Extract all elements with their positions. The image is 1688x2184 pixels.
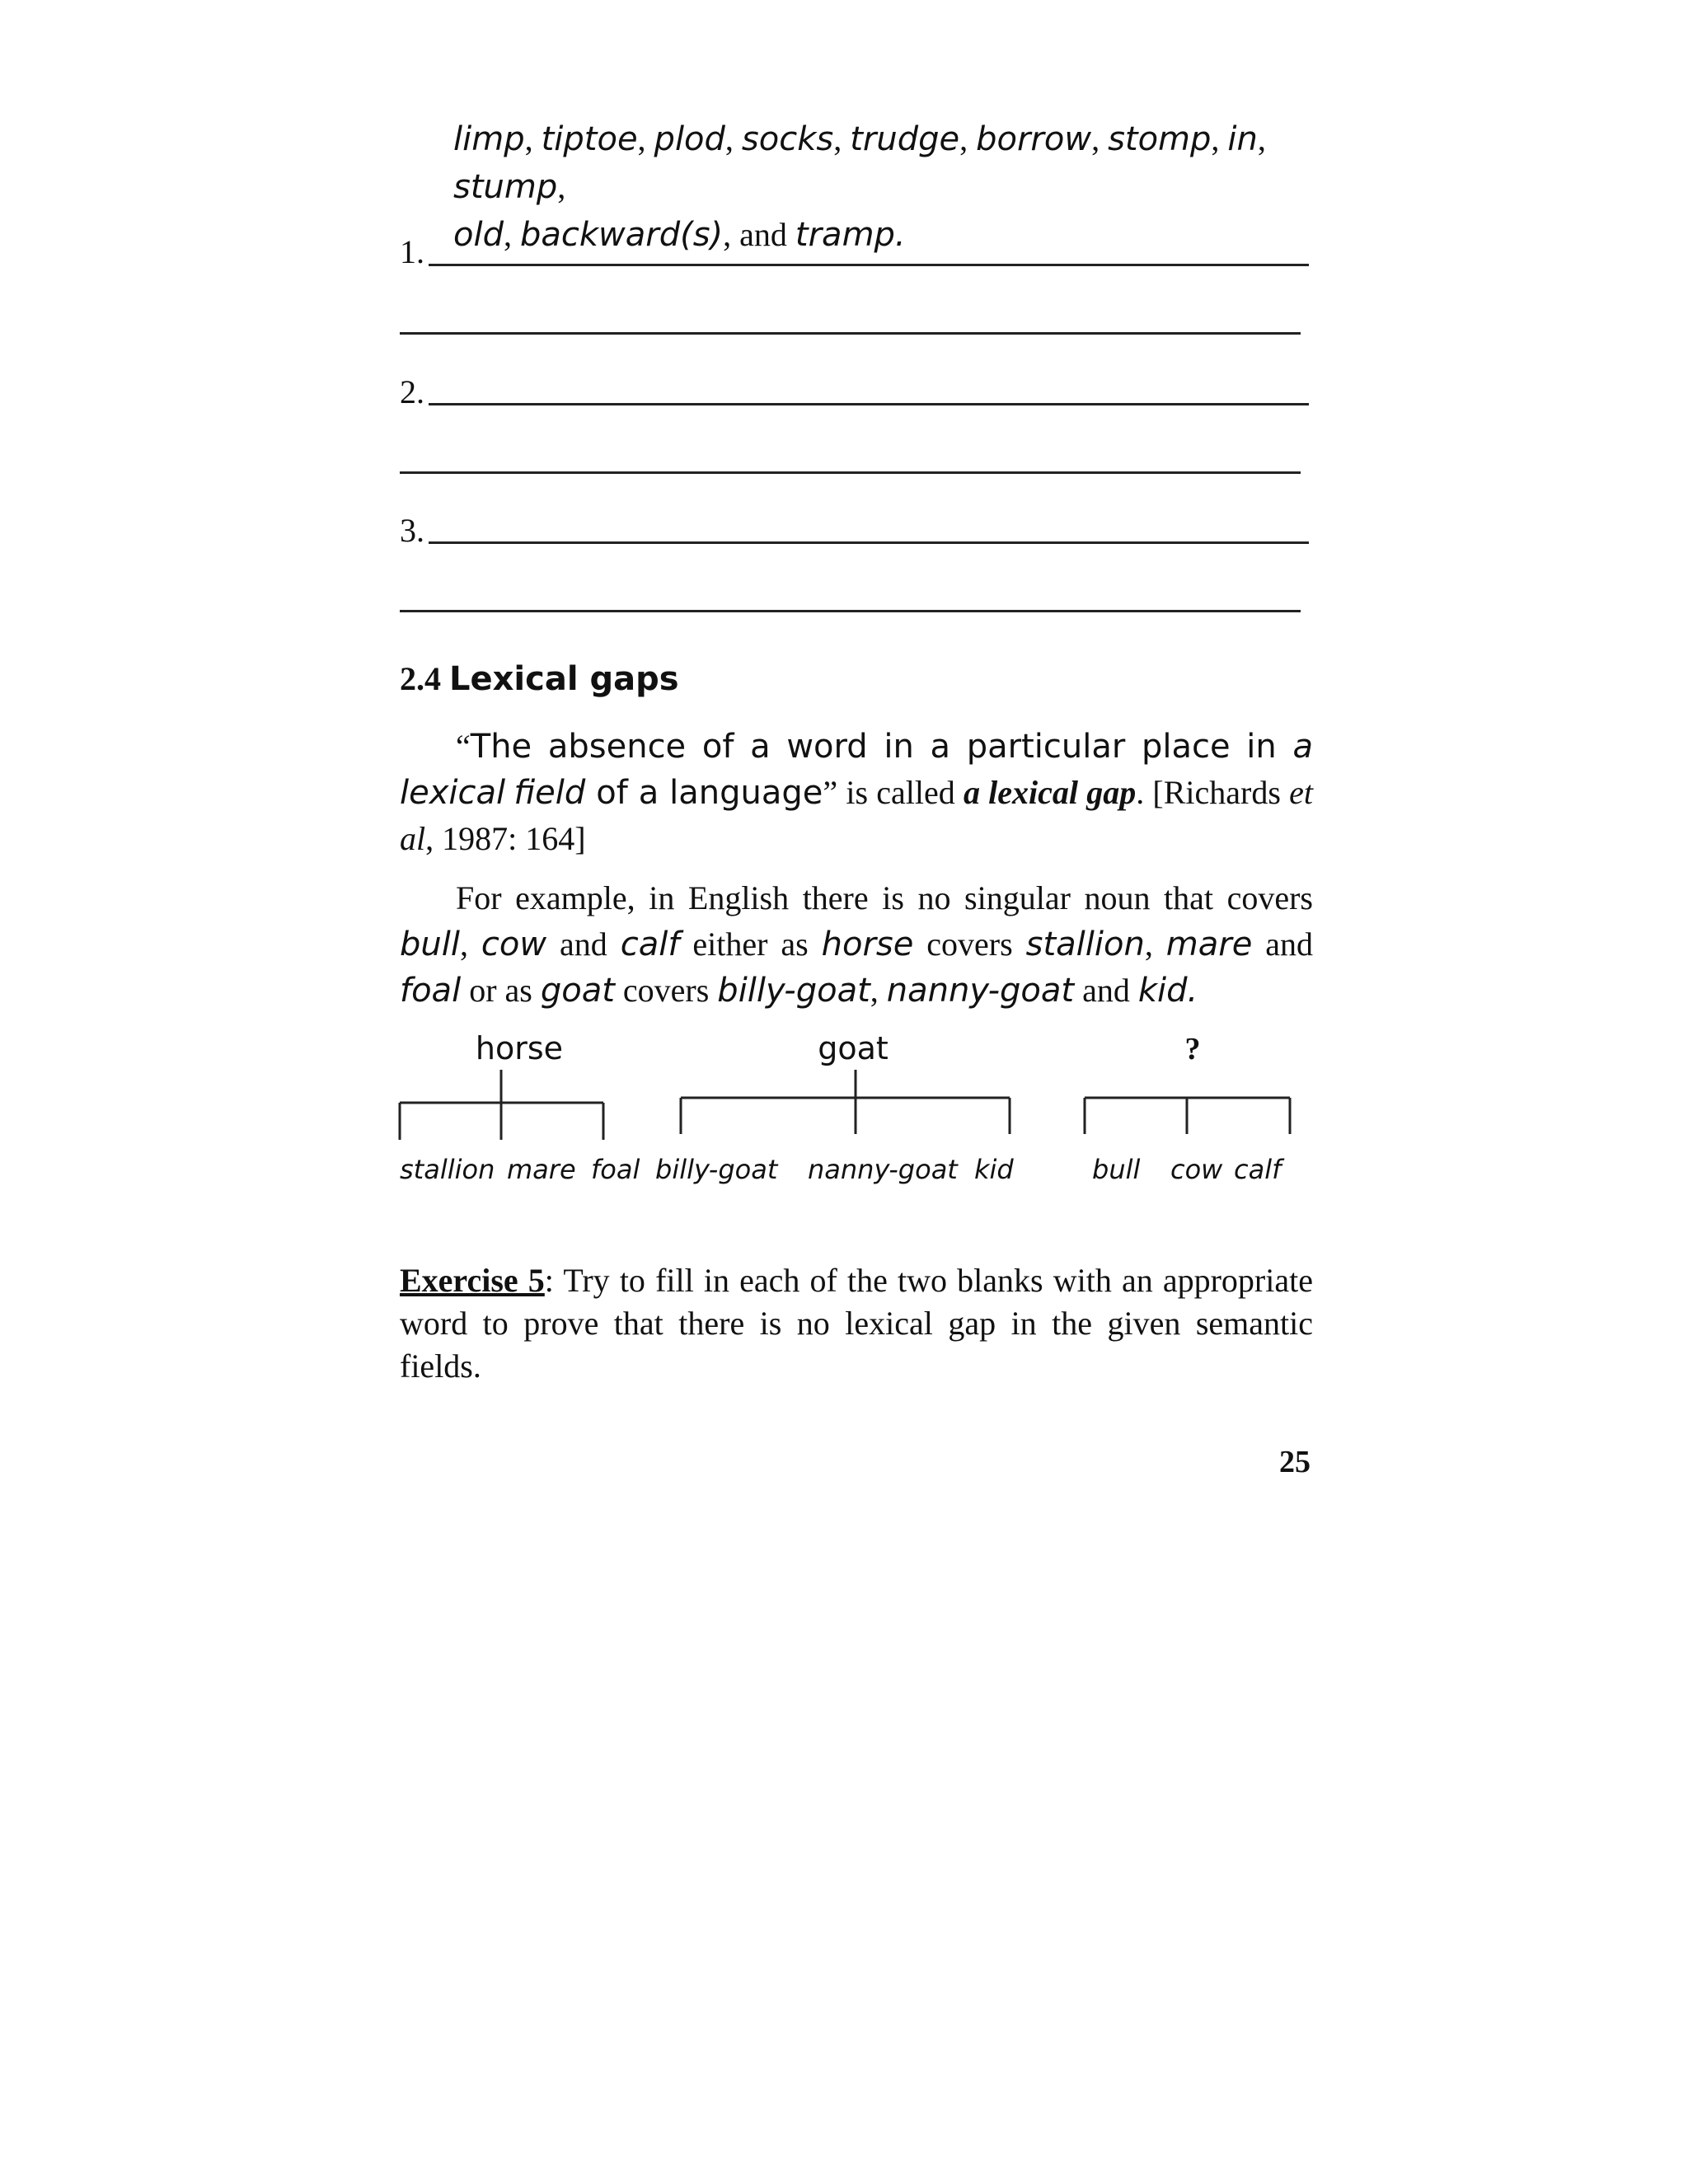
separator: , (503, 216, 520, 253)
word-old: old (453, 216, 504, 254)
example-text: and (1074, 972, 1138, 1009)
separator: , (959, 120, 977, 157)
word-stump: stump (453, 168, 558, 206)
definition-text: is called (837, 774, 964, 811)
separator: , (1144, 926, 1166, 963)
example-mare: mare (1165, 926, 1253, 963)
exercise-colon: : (544, 1262, 564, 1299)
leaf-bull: bull (1092, 1154, 1141, 1185)
exercise-label: Exercise 5 (400, 1262, 545, 1299)
separator: , (1091, 120, 1109, 157)
definition-paragraph (400, 724, 1313, 862)
term-field: field (513, 774, 586, 812)
answer-1-line-a[interactable] (429, 264, 1309, 266)
citation-et-al: et al (400, 774, 1314, 857)
definition-quote-end: of a language (585, 774, 823, 812)
leaf-foal: foal (591, 1154, 640, 1185)
example-billy-goat: billy-goat (717, 972, 870, 1010)
answer-3-line-b[interactable] (400, 610, 1301, 612)
tree-head-unknown: ? (1184, 1032, 1201, 1066)
word-borrow: borrow (976, 120, 1092, 158)
word-list (453, 115, 1319, 259)
section-title: Lexical gaps (449, 660, 679, 698)
section-number: 2.4 (400, 660, 441, 697)
example-nanny-goat: nanny-goat (886, 972, 1075, 1010)
leaf-billy-goat: billy-goat (655, 1154, 778, 1185)
separator: , and (723, 216, 795, 253)
separator: , (459, 926, 481, 963)
tree-head-goat: goat (818, 1030, 889, 1066)
example-text: For example, in English there is no singular noun that covers (456, 879, 1313, 916)
example-kid: kid. (1137, 972, 1198, 1010)
answer-1-line-b[interactable] (400, 332, 1301, 335)
example-text: and (1252, 926, 1313, 963)
example-horse: horse (821, 926, 914, 963)
word-stomp: stomp (1108, 120, 1212, 158)
section-heading (400, 659, 679, 698)
example-goat: goat (540, 972, 615, 1010)
separator: , (1257, 120, 1266, 157)
term-lexical: a lexical (400, 728, 1313, 812)
example-stallion: stallion (1025, 926, 1145, 963)
example-bull: bull (400, 926, 460, 963)
word-limp: limp (453, 120, 525, 158)
example-text: covers (913, 926, 1026, 963)
word-plod: plod (654, 120, 725, 158)
lexical-field-diagram (387, 1022, 1327, 1203)
tree-head-horse: horse (475, 1030, 564, 1066)
example-calf: calf (620, 926, 680, 963)
quote-open: “ (456, 728, 471, 765)
exercise-5 (400, 1259, 1313, 1388)
separator: , (557, 168, 566, 205)
separator: , (524, 120, 542, 157)
exercise-instructions: Try to fill in each of the two blanks with an appropriate word to prove that there is no lexical gap in the given semantic fields. (400, 1262, 1313, 1385)
separator: , (870, 972, 887, 1009)
answer-3-line-a[interactable] (429, 541, 1309, 544)
word-tiptoe: tiptoe (541, 120, 638, 158)
separator: , (724, 120, 742, 157)
word-backwards: backward(s) (519, 216, 724, 254)
example-paragraph (400, 875, 1313, 1014)
leaf-mare: mare (507, 1154, 576, 1185)
leaf-cow: cow (1170, 1154, 1223, 1185)
answer-2-line-b[interactable] (400, 471, 1301, 474)
page-number: 25 (1279, 1445, 1311, 1479)
leaf-kid: kid (974, 1154, 1014, 1185)
leaf-calf: calf (1234, 1154, 1282, 1185)
answer-2-label: 2. (400, 373, 424, 410)
separator: , (637, 120, 654, 157)
word-in: in (1227, 120, 1258, 158)
word-socks: socks (741, 120, 834, 158)
example-text: or as (461, 972, 541, 1009)
quote-close: ” (823, 774, 838, 811)
separator: , (1211, 120, 1228, 157)
word-tramp: tramp. (795, 216, 906, 254)
leaf-stallion: stallion (400, 1154, 495, 1185)
answer-3-label: 3. (400, 512, 424, 549)
definition-quote: The absence of a word in a particular place in (470, 728, 1293, 766)
citation-author: . [Richards (1136, 774, 1290, 811)
example-text: either as (679, 926, 822, 963)
term-lexical-gap: a lexical gap (963, 774, 1137, 811)
word-trudge: trudge (850, 120, 960, 158)
leaf-nanny-goat: nanny-goat (808, 1154, 958, 1185)
separator: , (833, 120, 851, 157)
example-foal: foal (400, 972, 462, 1010)
answer-1-label: 1. (400, 233, 424, 270)
example-text: and (546, 926, 621, 963)
citation-year: , 1987: 164] (425, 820, 586, 857)
example-cow: cow (481, 926, 547, 963)
answer-2-line-a[interactable] (429, 403, 1309, 405)
example-text: covers (614, 972, 718, 1009)
